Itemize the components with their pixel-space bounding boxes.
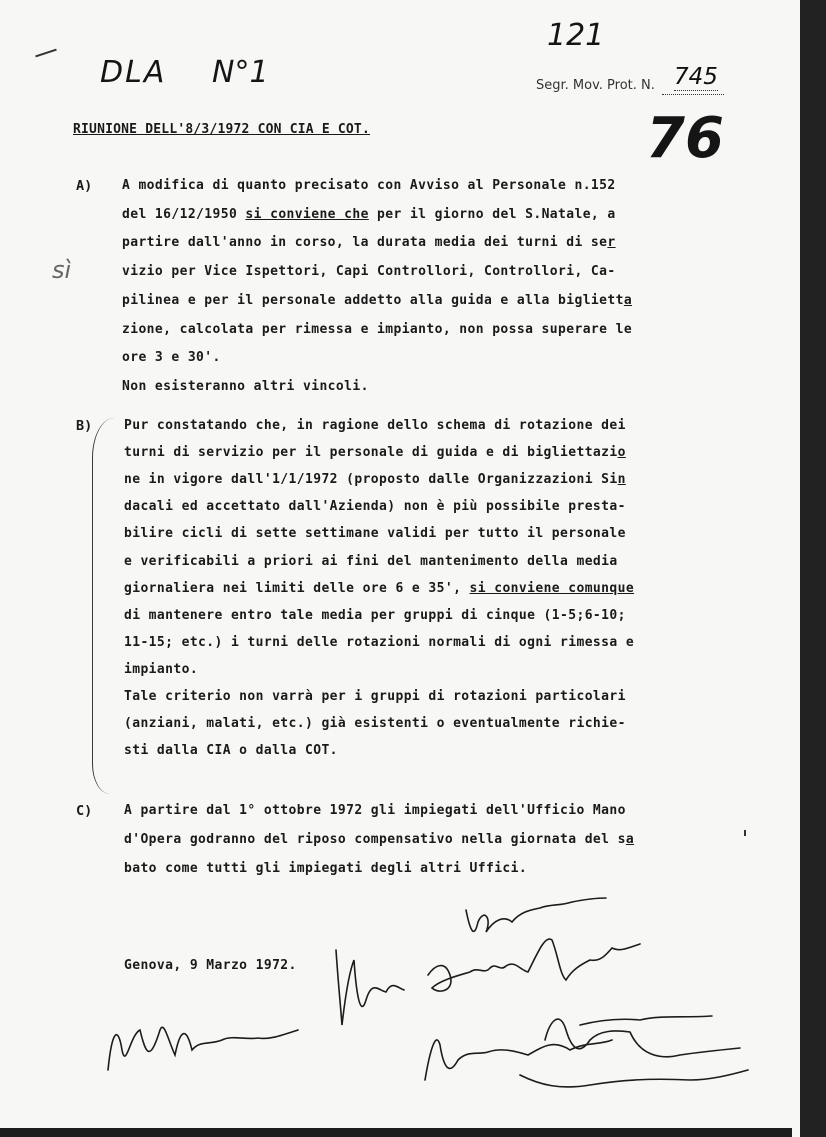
- typed-line: [122, 207, 616, 222]
- line-text: turni di servizio per il personale di guida e di bigliettazi: [124, 445, 618, 461]
- protocol-number: 745: [674, 64, 718, 90]
- handwritten-number: N°1: [212, 55, 269, 90]
- signatures: [0, 880, 792, 1130]
- typed-line: Tale criterio non varrà per i gruppi di rotazioni particolari: [124, 689, 626, 704]
- line-text: pilinea e per il personale addetto alla guida e alla bigliett: [122, 292, 624, 308]
- typed-line: bilire cicli di sette settimane validi per tutto il personale: [124, 526, 626, 542]
- typed-line: (anziani, malati, etc.) già esistenti o eventualmente richie-: [124, 716, 626, 732]
- document-title: RIUNIONE DELL'8/3/1972 CON CIA E COT.: [73, 122, 370, 137]
- typed-line: ore 3 e 30'.: [122, 350, 221, 366]
- typed-line: [122, 235, 616, 250]
- typed-line: zione, calcolata per rimessa e impianto, non possa superare le: [122, 321, 633, 337]
- typed-line: sti dalla CIA o dalla COT.: [124, 743, 338, 759]
- underlined-text: o: [617, 445, 626, 461]
- typed-line: [124, 832, 634, 847]
- margin-bracket: [92, 418, 115, 794]
- signature-4: [466, 898, 606, 932]
- typed-line: 11-15; etc.) i turni delle rotazioni normali di ogni rimessa e: [124, 634, 635, 650]
- signature-2: [336, 950, 404, 1025]
- typed-line: Non esisteranno altri vincoli.: [122, 378, 369, 394]
- underlined-text: a: [623, 292, 633, 308]
- handwritten-dla: DLA: [100, 55, 167, 90]
- section-a-label: A): [76, 178, 93, 194]
- typed-line: vizio per Vice Ispettori, Capi Controllori, Controllori, Ca-: [122, 264, 616, 280]
- pen-mark: [35, 49, 57, 58]
- underlined-text: si conviene che: [245, 206, 369, 222]
- underlined-text: si conviene comunque: [469, 580, 635, 596]
- typed-line: di mantenere entro tale media per gruppi di cinque (1-5;6-10;: [124, 607, 626, 623]
- signature-7: [580, 1016, 712, 1025]
- handwritten-76: 76: [646, 106, 724, 171]
- line-text: giornaliera nei limiti delle ore 6 e 35',: [124, 580, 470, 596]
- underlined-text: a: [625, 832, 635, 847]
- typed-line: [122, 293, 632, 308]
- line-text: ne in vigore dall'1/1/1972 (proposto dalle Organizzazioni Si: [124, 472, 618, 488]
- typed-line: [124, 445, 626, 460]
- typed-line: A modifica di quanto precisato con Avviso al Personale n.152: [122, 178, 616, 193]
- closing-place-date: Genova, 9 Marzo 1972.: [124, 958, 297, 973]
- scan-bottom-edge: [0, 1128, 792, 1137]
- section-b-label: B): [76, 418, 93, 434]
- protocol-stamp-label: Segr. Mov. Prot. N.: [536, 78, 655, 93]
- typed-line: bato come tutti gli impiegati degli altri Uffici.: [124, 861, 528, 876]
- section-c-label: C): [76, 803, 93, 819]
- typed-line: [124, 581, 634, 596]
- signature-1: [108, 1027, 298, 1070]
- scan-right-edge: [792, 0, 826, 1137]
- margin-note: sì: [52, 256, 72, 284]
- underlined-text: n: [617, 472, 626, 488]
- line-text: per il giorno del S.Natale, a: [368, 206, 616, 222]
- underlined-text: r: [607, 235, 616, 251]
- typed-line: Pur constatando che, in ragione dello schema di rotazione dei: [124, 418, 626, 433]
- typed-line: dacali ed accettato dall'Azienda) non è più possibile presta-: [124, 499, 626, 515]
- line-text: partire dall'anno in corso, la durata media dei turni di se: [122, 235, 608, 251]
- signature-6: [520, 1070, 748, 1087]
- typed-line: e verificabili a priori ai fini del mantenimento della media: [124, 553, 618, 569]
- protocol-dotted-line: [662, 94, 724, 95]
- line-text: d'Opera godranno del riposo compensativo nella giornata del s: [124, 832, 626, 847]
- typed-line: [124, 472, 626, 487]
- typed-line: impianto.: [124, 661, 199, 677]
- speck: [744, 830, 746, 836]
- line-text: del 16/12/1950: [122, 206, 246, 222]
- typed-line: A partire dal 1° ottobre 1972 gli impiegati dell'Ufficio Mano: [124, 803, 626, 818]
- signature-8: [545, 1019, 740, 1057]
- handwritten-ref-121: 121: [547, 18, 605, 53]
- signature-3: [428, 939, 640, 991]
